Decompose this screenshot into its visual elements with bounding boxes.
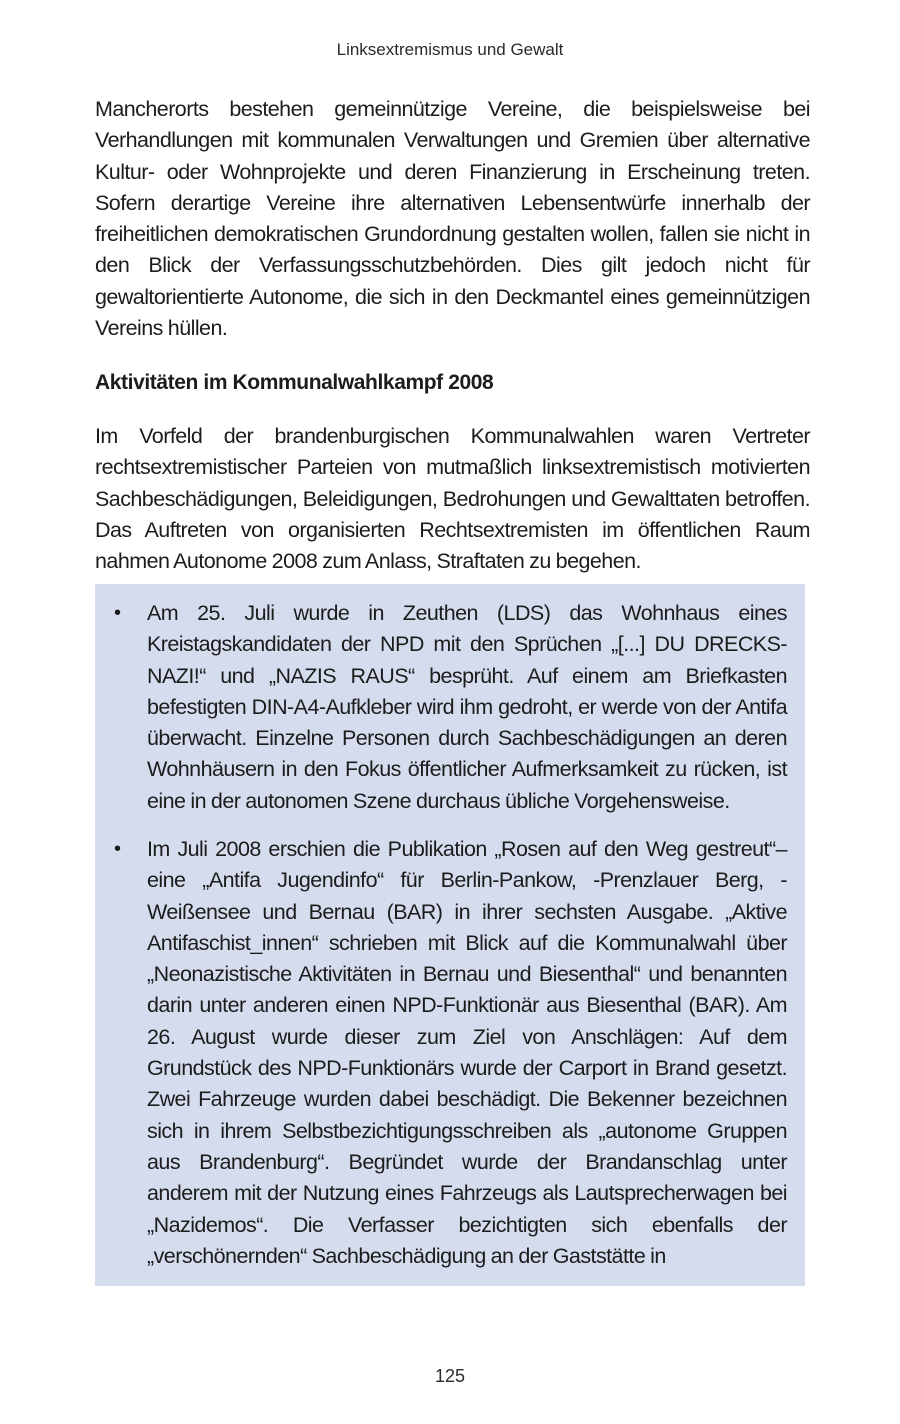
highlight-box bbox=[95, 584, 805, 1286]
bullet-icon: • bbox=[114, 838, 122, 860]
intro-paragraph: Mancherorts bestehen gemeinnützige Vereine, die beispielsweise bei Verhandlungen mit kommunalen Verwaltungen und Gremien über alternative Kultur- oder Wohnprojekte und deren Finanzierung in Erscheinung treten. Sofern derartige Vereine ihre alternativen Lebensentwürfe innerhalb der freiheitlichen demokratischen Grundordnung gestalten wollen, fallen sie nicht in den Blick der Verfassungsschutzbehörden. Dies gilt jedoch nicht für gewaltorientierte Autonome, die sich in den Deckmantel eines gemeinnützigen Vereins hüllen. bbox=[95, 97, 810, 341]
bullet-text: Am 25. Juli wurde in Zeuthen (LDS) das Wohnhaus eines Kreistagskandidaten der NPD mit den Sprüchen „[...] DU DRECKS-NAZI!“ und „NAZIS RAUS“ besprüht. Auf einem am Briefkasten befestigten DIN-A4-Aufkleber wird ihm gedroht, er werde von der Antifa überwacht. Einzelne Personen durch Sachbeschädigungen an deren Wohnhäusern in den Fokus öffentlicher Aufmerksamkeit zu rücken, ist eine in der autonomen Szene durchaus übliche Vorgehensweise. bbox=[147, 601, 787, 813]
bullet-text: Im Juli 2008 erschien die Publikation „Rosen auf den Weg gestreut“– eine „Antifa Jugendinfo“ für Berlin-Pankow, -Prenzlauer Berg, -Weißensee und Bernau (BAR) in ihrer sechsten Ausgabe. „Aktive Antifaschist_innen“ schrieben mit Blick auf die Kommunalwahl über „Neonazistische Aktivitäten in Bernau und Biesenthal“ und benannten darin unter anderen einen NPD-Funktionär aus Biesenthal (BAR). Am 26. August wurde dieser zum Ziel von Anschlägen: Auf dem Grundstück des NPD-Funktionärs wurde der Carport in Brand gesetzt. Zwei Fahrzeuge wurden dabei beschädigt. Die Bekenner bezeichnen sich in ihrem Selbstbezichtigungsschreiben als „autonome Gruppen aus Brandenburg“. Begründet wurde der Brandanschlag unter anderem mit der Nutzung eines Fahrzeugs als Lautsprecherwagen bei „Nazidemos“. Die Verfasser bezichtigten sich ebenfalls der „verschönernden“ Sachbeschädigung an der Gaststätte in bbox=[147, 837, 787, 1268]
bullet-icon: • bbox=[114, 602, 122, 624]
section-heading: Aktivitäten im Kommunalwahlkampf 2008 bbox=[95, 371, 494, 394]
running-header: Linksextremismus und Gewalt bbox=[336, 40, 564, 59]
page-number: 125 bbox=[434, 1366, 466, 1386]
section-paragraph: Im Vorfeld der brandenburgischen Kommunalwahlen waren Vertreter rechtsextremistischer Parteien von mutmaßlich linksextremistisch motivierten Sachbeschädigungen, Beleidigungen, Bedrohungen und Gewalttaten betroffen. Das Auftreten von organisierten Rechtsextremisten im öffentlichen Raum nahmen Autonome 2008 zum Anlass, Straftaten zu begehen. bbox=[95, 424, 810, 574]
